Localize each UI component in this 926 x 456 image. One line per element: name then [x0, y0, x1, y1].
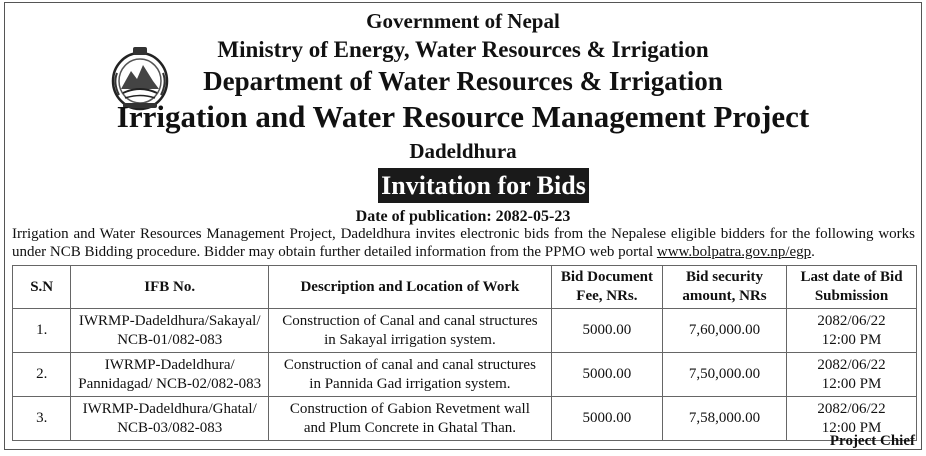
row-sn: 1. — [13, 309, 71, 353]
row-ifb-line1: IWRMP-Dadeldhura/Ghatal/ — [82, 400, 257, 417]
row-description-line1: Construction of Gabion Revetment wall — [289, 400, 530, 417]
row-security: 7,50,000.00 — [663, 353, 787, 397]
row-ifb — [71, 353, 269, 397]
location-heading: Dadeldhura — [409, 139, 517, 163]
header-security-line2: amount, NRs — [682, 288, 767, 304]
row-fee: 5000.00 — [551, 353, 662, 397]
row-description-line1: Construction of Canal and canal structures — [282, 312, 538, 329]
header-ifb: IFB No. — [71, 266, 269, 309]
row-ifb-line1: IWRMP-Dadeldhura/ — [104, 356, 235, 373]
intro-text: Irrigation and Water Resources Management Project, Dadeldhura invites electronic bids from the Nepalese eligible bidders for the following works under NCB Bidding procedure. Bidder may obtain further detailed information from the PPMO web portal — [12, 226, 915, 260]
row-last-date — [787, 353, 917, 397]
row-description-line2: in Sakayal irrigation system. — [324, 331, 496, 348]
row-time: 12:00 PM — [821, 375, 882, 392]
row-date: 2082/06/22 — [817, 400, 886, 417]
row-description-line2: and Plum Concrete in Ghatal Than. — [303, 419, 516, 436]
bid-notice — [4, 2, 922, 450]
row-description — [269, 309, 552, 353]
row-ifb — [71, 397, 269, 441]
project-heading: Irrigation and Water Resource Management Project — [116, 99, 810, 134]
header-fee-line1: Bid Document — [560, 269, 653, 285]
row-ifb-line2: NCB-03/082-083 — [117, 419, 223, 436]
row-description — [269, 353, 552, 397]
intro-end: . — [811, 244, 815, 260]
notice-title: Invitation for Bids — [378, 168, 589, 203]
row-date: 2082/06/22 — [817, 356, 886, 373]
header-sn: S.N — [13, 266, 71, 309]
row-description-line2: in Pannida Gad irrigation system. — [309, 375, 511, 392]
bolpatra-link[interactable]: www.bolpatra.gov.np/egp — [656, 244, 812, 260]
header-fee-line2: Fee, NRs. — [576, 288, 638, 304]
row-last-date — [787, 309, 917, 353]
row-time: 12:00 PM — [821, 331, 882, 348]
header-last-date — [787, 266, 917, 309]
row-description-line1: Construction of canal and canal structures — [283, 356, 536, 373]
row-date: 2082/06/22 — [817, 312, 886, 329]
table-row — [13, 309, 917, 353]
row-fee: 5000.00 — [551, 309, 662, 353]
row-fee: 5000.00 — [551, 397, 662, 441]
intro-paragraph — [12, 225, 915, 261]
signature: Project Chief — [829, 433, 915, 449]
row-sn: 3. — [13, 397, 71, 441]
ministry-heading: Ministry of Energy, Water Resources & Irrigation — [217, 37, 709, 62]
row-ifb-line2: NCB-01/082-083 — [117, 331, 223, 348]
government-heading: Government of Nepal — [366, 9, 560, 33]
department-heading: Department of Water Resources & Irrigation — [203, 66, 723, 96]
table-header-row — [13, 266, 917, 309]
row-ifb-line1: IWRMP-Dadeldhura/Sakayal/ — [78, 312, 261, 329]
table-row — [13, 397, 917, 441]
row-security: 7,60,000.00 — [663, 309, 787, 353]
header-fee — [551, 266, 662, 309]
header-security-line1: Bid security — [685, 269, 764, 285]
row-time: 12:00 PM — [821, 419, 882, 436]
row-security: 7,58,000.00 — [663, 397, 787, 441]
table-row — [13, 353, 917, 397]
header-security — [663, 266, 787, 309]
bids-table — [12, 265, 917, 441]
publication-date: Date of publication: 2082-05-23 — [355, 208, 571, 225]
row-ifb — [71, 309, 269, 353]
row-sn: 2. — [13, 353, 71, 397]
header-description: Description and Location of Work — [269, 266, 552, 309]
header-last-date-line1: Last date of Bid — [800, 269, 903, 285]
header-last-date-line2: Submission — [814, 288, 889, 304]
row-description — [269, 397, 552, 441]
row-ifb-line2: Pannidagad/ NCB-02/082-083 — [78, 375, 262, 392]
